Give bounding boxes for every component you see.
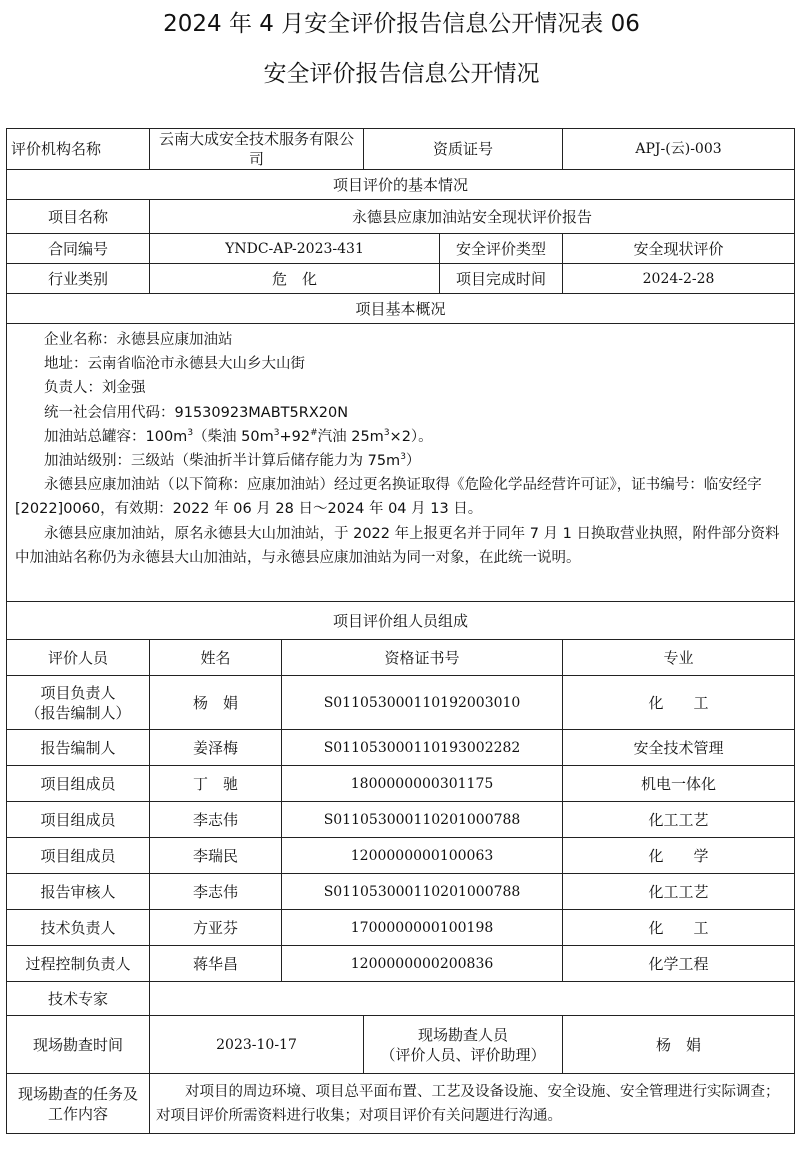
document-title: 2024 年 4 月安全评价报告信息公开情况表 06 bbox=[163, 11, 640, 37]
col-name: 姓名 bbox=[150, 640, 282, 676]
org-label: 评价机构名称 bbox=[7, 129, 150, 170]
table-row bbox=[7, 946, 795, 982]
member-major: 化工工艺 bbox=[563, 802, 795, 838]
contract-label: 合同编号 bbox=[7, 234, 150, 264]
member-cert: 1700000000100198 bbox=[282, 910, 563, 946]
member-name: 丁 驰 bbox=[150, 766, 282, 802]
member-name: 李志伟 bbox=[150, 802, 282, 838]
project-name-value: 永德县应康加油站安全现状评价报告 bbox=[150, 200, 795, 234]
industry-row bbox=[7, 264, 795, 294]
member-name: 姜泽梅 bbox=[150, 730, 282, 766]
member-role: 报告审核人 bbox=[7, 874, 150, 910]
expert-label: 技术专家 bbox=[7, 982, 150, 1016]
contract-row bbox=[7, 234, 795, 264]
table-row bbox=[7, 730, 795, 766]
member-major: 化 学 bbox=[563, 838, 795, 874]
survey-staff-label: 现场勘查人员 （评价人员、评价助理） bbox=[364, 1016, 563, 1074]
disclosure-table bbox=[6, 128, 795, 1134]
member-role: 项目组成员 bbox=[7, 802, 150, 838]
col-major: 专业 bbox=[563, 640, 795, 676]
document-subtitle: 安全评价报告信息公开情况 bbox=[263, 61, 540, 87]
project-name-label: 项目名称 bbox=[7, 200, 150, 234]
org-value: 云南大成安全技术服务有限公司 bbox=[150, 129, 364, 170]
member-name: 杨 娟 bbox=[150, 676, 282, 730]
overview-header: 项目基本概况 bbox=[7, 294, 795, 324]
member-major: 化学工程 bbox=[563, 946, 795, 982]
overview-header-row bbox=[7, 294, 795, 324]
member-name: 蒋华昌 bbox=[150, 946, 282, 982]
finish-label: 项目完成时间 bbox=[440, 264, 563, 294]
table-row bbox=[7, 838, 795, 874]
member-major: 化 工 bbox=[563, 676, 795, 730]
member-major: 机电一体化 bbox=[563, 766, 795, 802]
industry-label: 行业类别 bbox=[7, 264, 150, 294]
overview-rename-note: 永德县应康加油站，原名永德县大山加油站，于 2022 年上报更名并于同年 7 月 1 日换取营业执照，附件部分资料中加油站名称仍为永德县大山加油站，与永德县应康加油站为同一对象，在此统一说明。 bbox=[15, 525, 780, 566]
survey-row bbox=[7, 1016, 795, 1074]
team-columns-row bbox=[7, 640, 795, 676]
survey-time-value: 2023-10-17 bbox=[150, 1016, 364, 1074]
member-cert: S011053000110201000788 bbox=[282, 874, 563, 910]
col-cert: 资格证书号 bbox=[282, 640, 563, 676]
table-row bbox=[7, 766, 795, 802]
table-row bbox=[7, 676, 795, 730]
expert-value bbox=[150, 982, 795, 1016]
member-role: 项目组成员 bbox=[7, 838, 150, 874]
overview-license: 永德县应康加油站（以下简称：应康加油站）经过更名换证取得《危险化学品经营许可证》，证书编号：临安经字[2022]0060，有效期：2022 年 06 月 28 日～2024 年 04 月 13 日。 bbox=[15, 477, 762, 518]
task-label: 现场勘查的任务及工作内容 bbox=[7, 1074, 150, 1134]
basic-header: 项目评价的基本情况 bbox=[7, 170, 795, 200]
overview-tank-capacity: 加油站总罐容：$100m^3$（柴油 $50m^3+92^{\#}$汽油 $25m^3\times 2$）。 bbox=[44, 427, 433, 445]
project-name-row bbox=[7, 200, 795, 234]
cert-value: APJ-(云)-003 bbox=[563, 129, 795, 170]
member-cert: S011053000110192003010 bbox=[282, 676, 563, 730]
member-cert: S011053000110201000788 bbox=[282, 802, 563, 838]
survey-staff-value: 杨 娟 bbox=[563, 1016, 795, 1074]
member-name: 李瑞民 bbox=[150, 838, 282, 874]
overview-company: 企业名称：永德县应康加油站 bbox=[44, 332, 233, 348]
task-row bbox=[7, 1074, 795, 1134]
team-header: 项目评价组人员组成 bbox=[7, 602, 795, 640]
org-row bbox=[7, 129, 795, 170]
industry-value: 危 化 bbox=[150, 264, 440, 294]
member-role: 项目负责人 （报告编制人） bbox=[7, 676, 150, 730]
basic-header-row bbox=[7, 170, 795, 200]
type-value: 安全现状评价 bbox=[563, 234, 795, 264]
member-major: 化工工艺 bbox=[563, 874, 795, 910]
member-major: 安全技术管理 bbox=[563, 730, 795, 766]
member-name: 李志伟 bbox=[150, 874, 282, 910]
type-label: 安全评价类型 bbox=[440, 234, 563, 264]
col-role: 评价人员 bbox=[7, 640, 150, 676]
member-cert: 1200000000100063 bbox=[282, 838, 563, 874]
overview-manager: 负责人：刘金强 bbox=[44, 380, 146, 397]
task-content: 对项目的周边环境、项目总平面布置、工艺及设备设施、安全设施、安全管理进行实际调查；对项目评价所需资料进行收集；对项目评价有关问题进行沟通。 bbox=[150, 1074, 795, 1134]
survey-time-label: 现场勘查时间 bbox=[7, 1016, 150, 1074]
finish-value: 2024-2-28 bbox=[563, 264, 795, 294]
member-role: 项目组成员 bbox=[7, 766, 150, 802]
overview-row bbox=[7, 324, 795, 602]
contract-value: YNDC-AP-2023-431 bbox=[150, 234, 440, 264]
overview-content bbox=[7, 324, 795, 602]
member-cert: S011053000110193002282 bbox=[282, 730, 563, 766]
expert-row bbox=[7, 982, 795, 1016]
table-row bbox=[7, 802, 795, 838]
team-header-row bbox=[7, 602, 795, 640]
overview-address: 地址：云南省临沧市永德县大山乡大山街 bbox=[44, 356, 305, 373]
member-cert: 1200000000200836 bbox=[282, 946, 563, 982]
table-row bbox=[7, 910, 795, 946]
table-row bbox=[7, 874, 795, 910]
overview-station-level: 加油站级别：三级站（柴油折半计算后储存能力为 $75m^3$） bbox=[44, 452, 421, 470]
cert-label: 资质证号 bbox=[364, 129, 563, 170]
overview-credit-code: 统一社会信用代码：91530923MABT5RX20N bbox=[44, 404, 349, 421]
member-major: 化 工 bbox=[563, 910, 795, 946]
member-name: 方亚芬 bbox=[150, 910, 282, 946]
member-role: 过程控制负责人 bbox=[7, 946, 150, 982]
member-role: 报告编制人 bbox=[7, 730, 150, 766]
member-role: 技术负责人 bbox=[7, 910, 150, 946]
member-cert: 1800000000301175 bbox=[282, 766, 563, 802]
